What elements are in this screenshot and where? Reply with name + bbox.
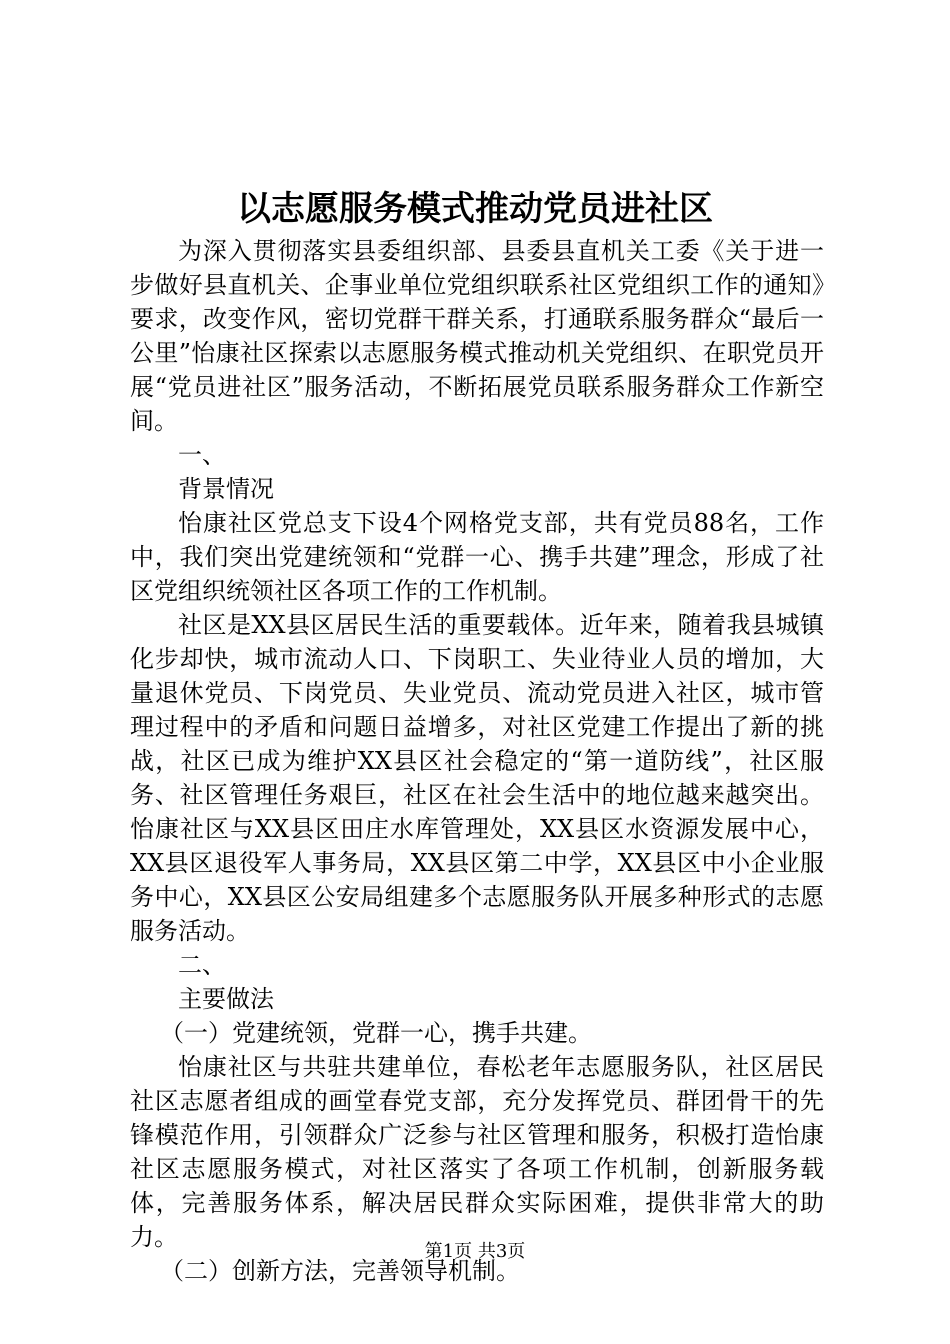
- paragraph-intro: 为深入贯彻落实县委组织部、县委县直机关工委《关于进一步做好县直机关、企事业单位党组织联系社区党组织工作的通知》要求，改变作风，密切党群干群关系，打通联系服务群众“最后一公里”怡康社区探索以志愿服务模式推动机关党组织、在职党员开展“党员进社区”服务活动，不断拓展党员联系服务群众工作新空间。: [130, 237, 824, 435]
- section-number-2: 二、: [178, 951, 226, 979]
- section-heading-background: 背景情况: [178, 475, 274, 503]
- document-body: [130, 234, 824, 1288]
- document-title: 以志愿服务模式推动党员进社区: [237, 189, 713, 229]
- page-footer: 第1页 共3页: [424, 1241, 526, 1262]
- section-number-1: 一、: [178, 441, 226, 469]
- paragraph-background-1: 怡康社区党总支下设4个网格党支部，共有党员88名，工作中，我们突出党建统领和“党群一心、携手共建”理念，形成了社区党组织统领社区各项工作的工作机制。: [130, 509, 824, 605]
- subsection-heading-2: （二）创新方法，完善领导机制。: [160, 1257, 520, 1285]
- paragraph-methods-1: 怡康社区与共驻共建单位，春松老年志愿服务队，社区居民社区志愿者组成的画堂春党支部，充分发挥党员、群团骨干的先锋模范作用，引领群众广泛参与社区管理和服务，积极打造怡康社区志愿服务模式，对社区落实了各项工作机制，创新服务载体，完善服务体系，解决居民群众实际困难，提供非常大的助力。: [130, 1053, 824, 1251]
- subsection-heading-1: （一）党建统领，党群一心，携手共建。: [160, 1019, 592, 1047]
- section-heading-methods: 主要做法: [178, 985, 274, 1013]
- paragraph-background-2: 社区是XX县区居民生活的重要载体。近年来，随着我县城镇化步却快，城市流动人口、下岗职工、失业待业人员的增加，大量退休党员、下岗党员、失业党员、流动党员进入社区，城市管理过程中的矛盾和问题日益增多，对社区党建工作提出了新的挑战，社区已成为维护XX县区社会稳定的“第一道防线”，社区服务、社区管理任务艰巨，社区在社会生活中的地位越来越突出。怡康社区与XX县区田庄水库管理处，XX县区水资源发展中心，XX县区退役军人事务局，XX县区第二中学，XX县区中小企业服务中心，XX县区公安局组建多个志愿服务队开展多种形式的志愿服务活动。: [130, 611, 824, 945]
